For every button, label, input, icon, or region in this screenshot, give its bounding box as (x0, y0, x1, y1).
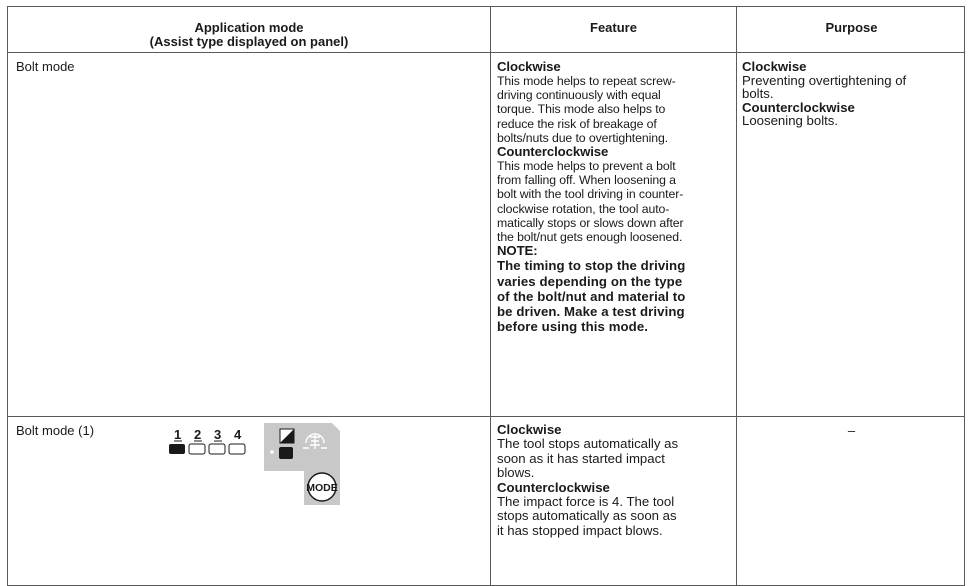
note-line: of the bolt/nut and material to (497, 288, 686, 304)
indicator-number: 2 (194, 427, 202, 442)
note-label: NOTE: (497, 243, 538, 259)
header-mode-line2: (Assist type displayed on panel) (149, 34, 349, 49)
indicator-dot (270, 450, 274, 454)
note-line: The timing to stop the driving (497, 258, 686, 274)
header-feature: Feature (590, 20, 637, 35)
row2-feature (497, 423, 733, 538)
feature-line: matically stops or slows down after (497, 215, 684, 230)
feature-line: reduce the risk of breakage of (497, 116, 657, 131)
row1-feature-cw-heading: Clockwise (497, 59, 561, 74)
feature-line: bolt with the tool driving in counter- (497, 187, 684, 202)
purpose-line: Preventing overtightening of (742, 72, 907, 88)
feature-line: the bolt/nut gets enough loosened. (497, 230, 683, 245)
row1-feature (497, 60, 737, 335)
row2-feature-cw-heading: Clockwise (497, 422, 562, 437)
row2-feature-ccw-heading: Counterclockwise (497, 479, 610, 495)
purpose-ccw-heading: Counterclockwise (742, 99, 855, 115)
indicator-number: 3 (214, 427, 222, 442)
header-divider (8, 52, 964, 53)
column-divider (490, 7, 491, 585)
row1-feature-ccw-heading: Counterclockwise (497, 144, 609, 160)
indicator-number: 4 (234, 427, 242, 442)
purpose-line: Loosening bolts. (742, 113, 839, 128)
header-purpose: Purpose (825, 20, 878, 35)
feature-line: bolts/nuts due to overtightening. (497, 130, 669, 145)
feature-line: it has stopped impact blows. (497, 522, 663, 538)
feature-line: torque. This mode also helps to (497, 102, 666, 117)
feature-line: soon as it has started impact (497, 450, 665, 466)
indicator-light-off (189, 444, 205, 454)
feature-line: driving continuously with equal (497, 88, 661, 103)
feature-line: This mode helps to repeat screw- (497, 74, 676, 88)
row2-purpose: – (847, 423, 856, 438)
application-mode-table (7, 6, 965, 586)
feature-line: The tool stops automatically as (497, 436, 679, 452)
indicator-light-on (169, 444, 185, 454)
mode-number-indicators (174, 427, 242, 442)
feature-line: from falling off. When loosening a (497, 173, 676, 188)
feature-line: This mode helps to prevent a bolt (497, 159, 676, 174)
row1-mode: Bolt mode (16, 59, 75, 74)
row-divider (8, 416, 964, 417)
feature-line: clockwise rotation, the tool auto- (497, 201, 670, 216)
header-application-mode (8, 21, 490, 49)
purpose-line: bolts. (742, 86, 774, 101)
row1-purpose (742, 60, 964, 128)
header-mode-line1: Application mode (194, 20, 304, 35)
mode-button-label: MODE (306, 482, 338, 494)
note-line: varies depending on the type (497, 273, 683, 289)
feature-line: stops automatically as soon as (497, 508, 677, 524)
purpose-cw-heading: Clockwise (742, 59, 807, 74)
row2-mode: Bolt mode (1) (16, 423, 95, 438)
indicator-number: 1 (174, 427, 182, 442)
note-line: before using this mode. (497, 319, 649, 335)
note-line: be driven. Make a test driving (497, 304, 685, 320)
indicator-light-off (209, 444, 225, 454)
assist-indicator-on (279, 447, 293, 459)
indicator-light-off (229, 444, 245, 454)
feature-line: blows. (497, 465, 535, 481)
mode-indicator-panel (166, 421, 351, 531)
feature-line: The impact force is 4. The tool (497, 494, 675, 510)
note-text (497, 258, 737, 334)
